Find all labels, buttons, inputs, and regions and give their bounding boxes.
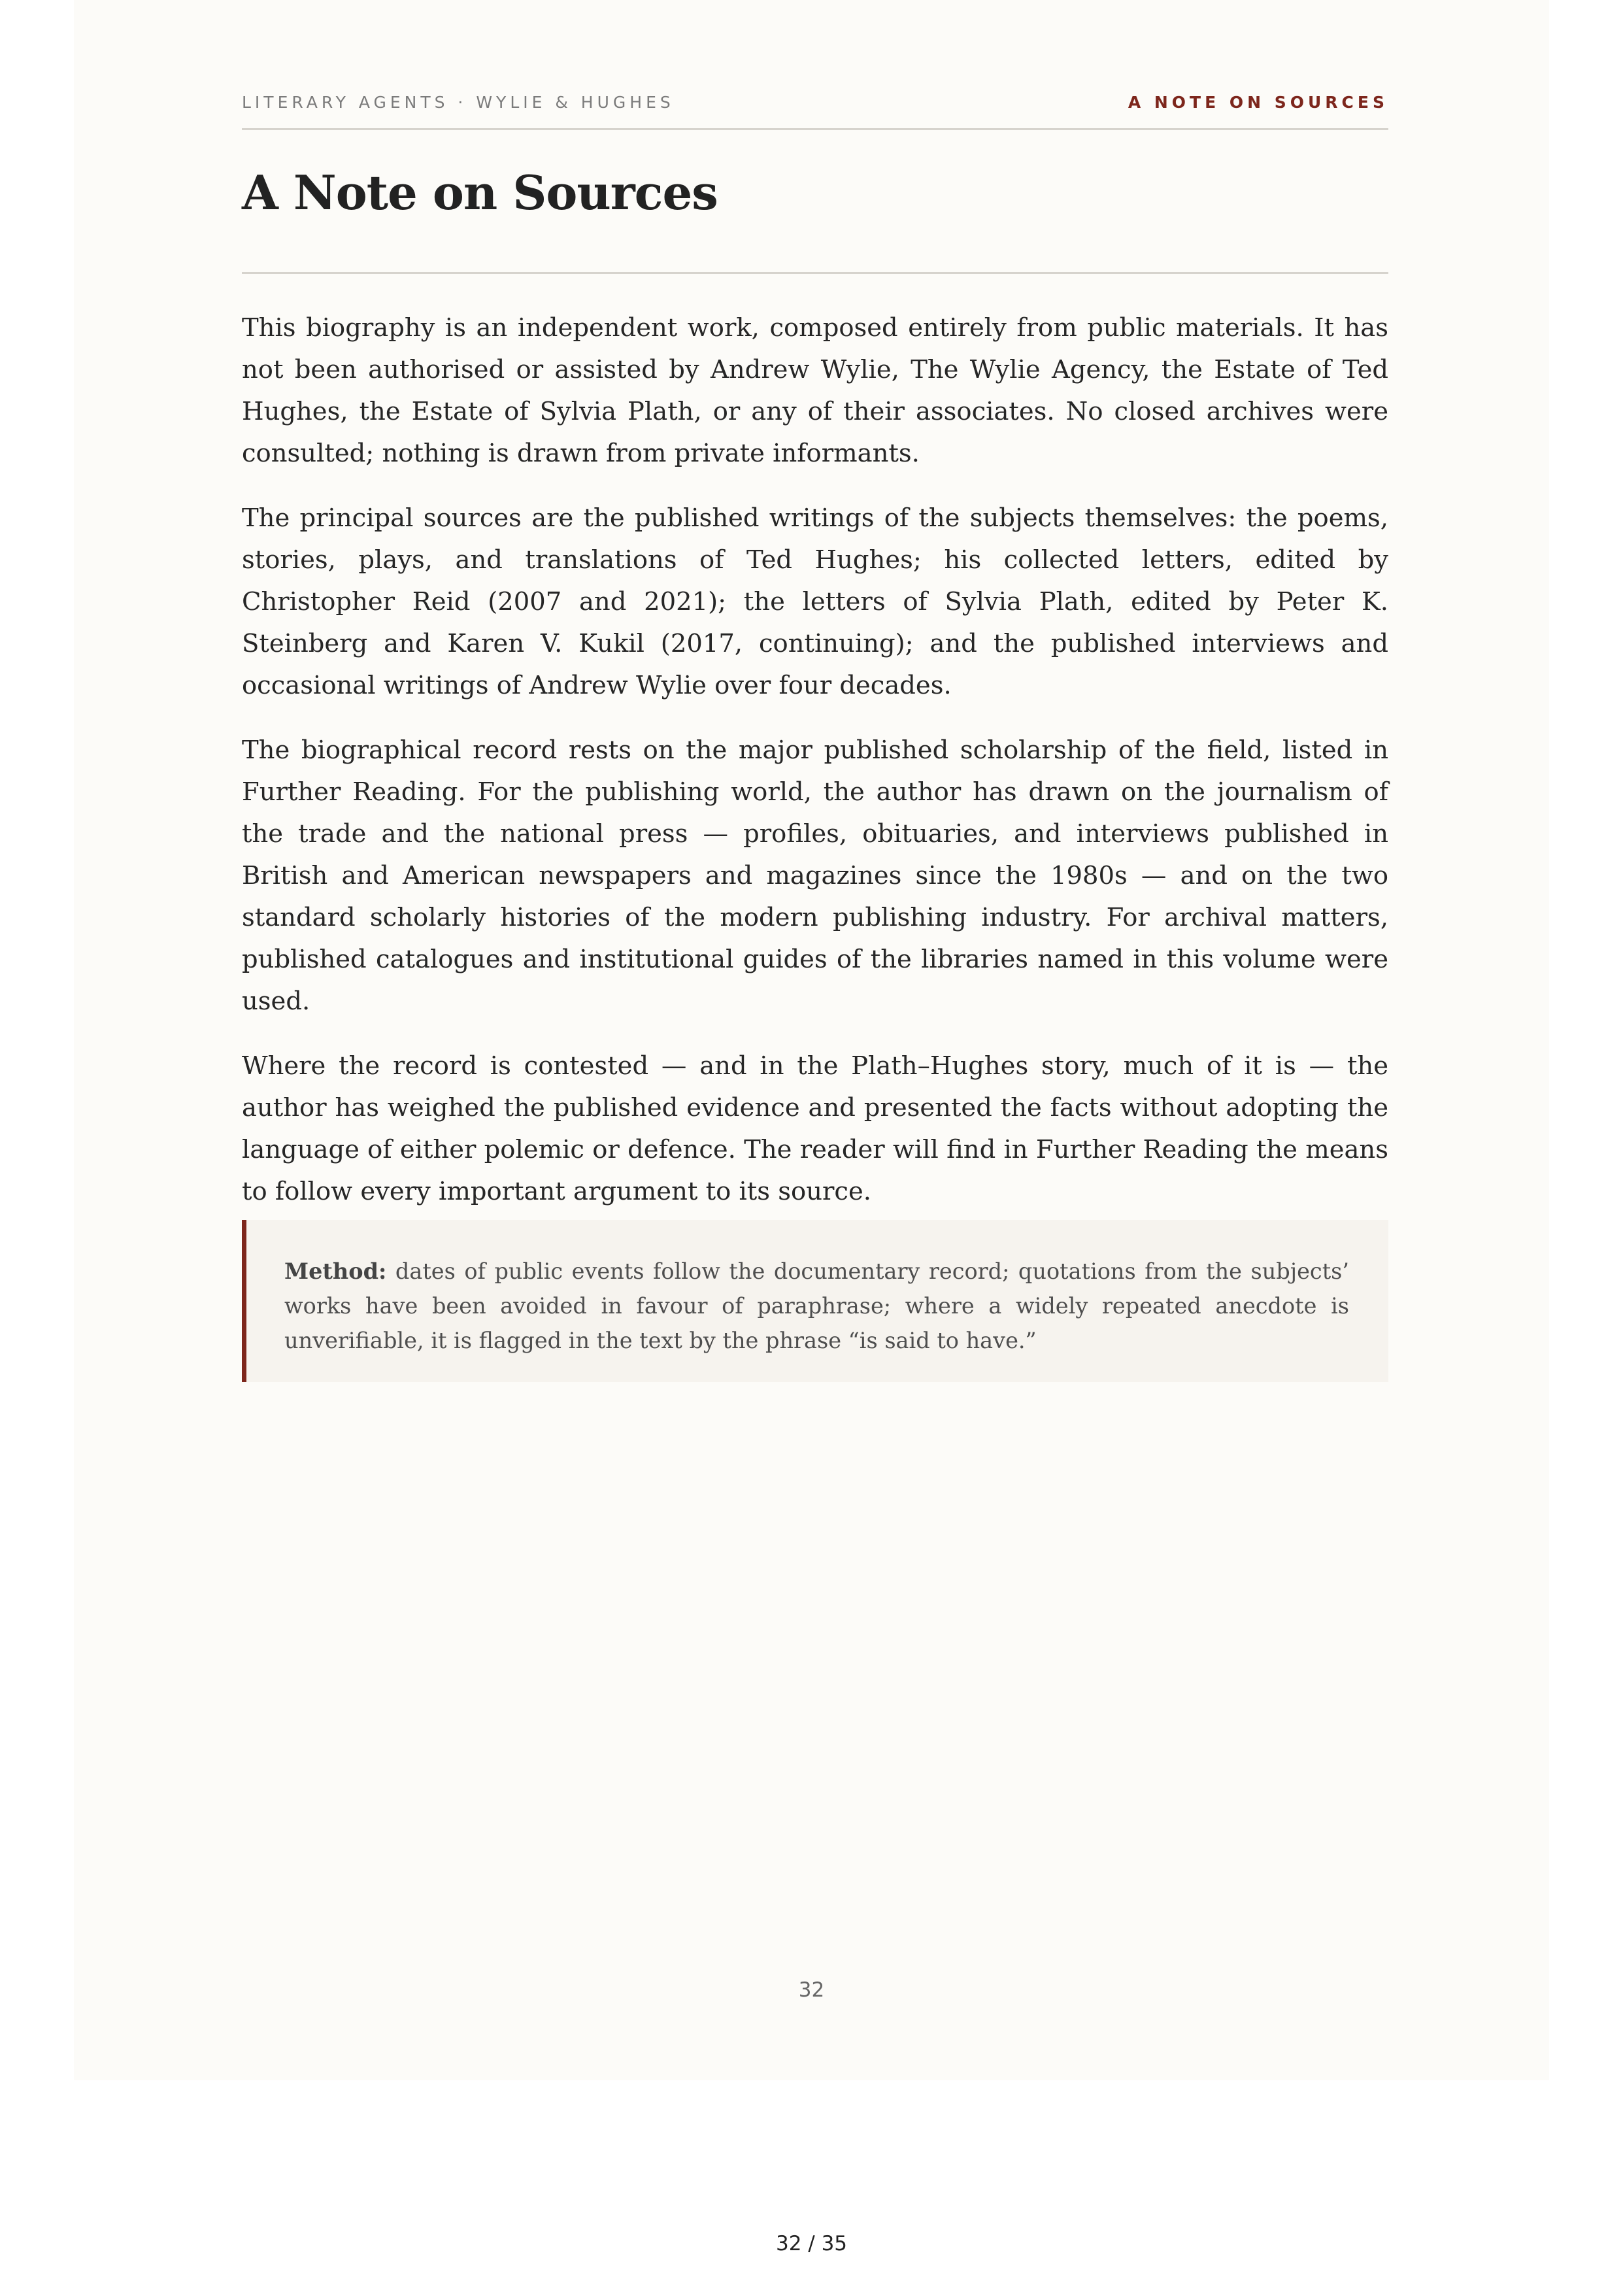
running-head-section-title: A NOTE ON SOURCES (1128, 93, 1388, 112)
paragraph-biographical-record: The biographical record rests on the major published scholarship of the field, listed in Further Reading. For the publishing world, the author has drawn on the journalism of the trade and the national press — profiles, obituaries, and interviews published in British and American newspapers and magazines since the 1980s — and on the two standard scholarly histories of the modern publishing industry. For archival matters, published catalogues and institutional guides of the libraries named in this volume were used. (242, 735, 1388, 1016)
paragraph-principal-sources: The principal sources are the published writings of the subjects themselves: the poems, stories, plays, and translations of Ted Hughes; his collected letters, edited by Christopher Reid (2007 and 2021); the letters of Sylvia Plath, edited by Peter K. Steinberg and Karen V. Kukil (2017, continuing); and the published interviews and occasional writings of Andrew Wylie over four decades. (242, 503, 1388, 700)
viewer-page-counter: 32 / 35 (775, 2232, 848, 2255)
method-note-text: dates of public events follow the documentary record; quotations from the subjects’ works have been avoided in favour of paraphrase; where a widely repeated anecdote is unverifiable, it is flagged in the text by the phrase “is said to have.” (284, 1258, 1349, 1353)
title-divider (242, 272, 1388, 274)
paragraph-independence: This biography is an independent work, composed entirely from public materials. It has not been authorised or assisted by Andrew Wylie, The Wylie Agency, the Estate of Ted Hughes, the Estate of Sylvia Plath, or any of their associates. No closed archives were consulted; nothing is drawn from private informants. (242, 313, 1388, 468)
running-head-book-title: LITERARY AGENTS · WYLIE & HUGHES (242, 93, 675, 112)
method-note-lead: Method: (284, 1258, 387, 1284)
paragraph-contested-record: Where the record is contested — and in the Plath–Hughes story, much of it is — the author has weighed the published evidence and presented the facts without adopting the language of either polemic or defence. The reader will find in Further Reading the means to follow every important argument to its source. (242, 1051, 1388, 1206)
method-note (242, 1220, 1388, 1382)
running-head (242, 92, 1388, 130)
page-number: 32 (798, 1978, 825, 2002)
page-title: A Note on Sources (242, 165, 718, 220)
body-text (242, 307, 1388, 1236)
